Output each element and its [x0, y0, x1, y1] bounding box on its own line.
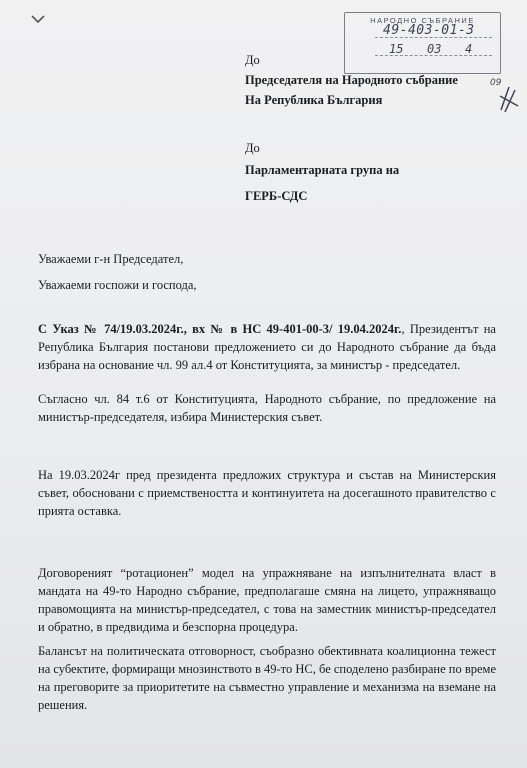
stamp-reg-number: 49-403-01-3: [383, 23, 475, 38]
to-label: До: [245, 141, 260, 155]
stamp-date-year: 4: [465, 42, 473, 56]
recipient-block-2: [245, 138, 399, 206]
decree-reference: С Указ № 74/19.03.2024г., вх № в НС 49-401-00-3/ 19.04.2024г.: [38, 322, 402, 336]
salutation-2: Уважаеми госпожи и господа,: [38, 278, 197, 292]
recipient-line: ГЕРБ-СДС: [245, 189, 308, 203]
stamp-date-month: 03: [427, 42, 442, 56]
recipient-line: На Република България: [245, 93, 383, 107]
stamp-org: НАРОДНО СЪБРАНИЕ: [370, 16, 475, 25]
signature-mark: [497, 84, 521, 114]
stamp-date-day: 15: [389, 42, 404, 56]
recipient-line: Председателя на Народното събрание: [245, 73, 458, 87]
recipient-block-1: [245, 50, 458, 110]
paragraph-text: , Президентът на Република България постанови предложението си до Народното събрание да бъда избрана на основание чл. 99 ал.4 от Конституцията, за министър - председател.: [38, 322, 496, 372]
paragraph-1: [38, 320, 496, 374]
hand-note: 09: [490, 78, 502, 88]
to-label: До: [245, 53, 260, 67]
crop-mark-icon: [30, 12, 46, 28]
salutation-1: Уважаеми г-н Председател,: [38, 252, 184, 266]
paragraph-3: На 19.03.2024г пред президента предложих структура и състав на Министерския съвет, обосновани с приемствеността и континуитета на досегашното правителство с прията оставка.: [38, 468, 496, 518]
paragraph-5: Балансът на политическата отговорност, съобразно обективната коалиционна тежест на субектите, формиращи мнозинството в 49-то НС, бе споделено разбиране по време на преговорите за приоритетите на съвместно управление и механизма на вземане на решения.: [38, 644, 496, 712]
paragraph-4: Договореният “ротационен” модел на упражняване на изпълнителната власт в мандата на 49-то Народно събрание, предполагаше смяна на лицето, упражняващо правомощията на министър-председател, с това на заместник министър-председател и обратно, в предвидима и безспорна процедура.: [38, 566, 496, 634]
paragraph-2: Съгласно чл. 84 т.6 от Конституцията, Народното събрание, по предложение на министър-председателя, избира Министерския съвет.: [38, 392, 496, 424]
recipient-line: Парламентарната група на: [245, 163, 400, 177]
